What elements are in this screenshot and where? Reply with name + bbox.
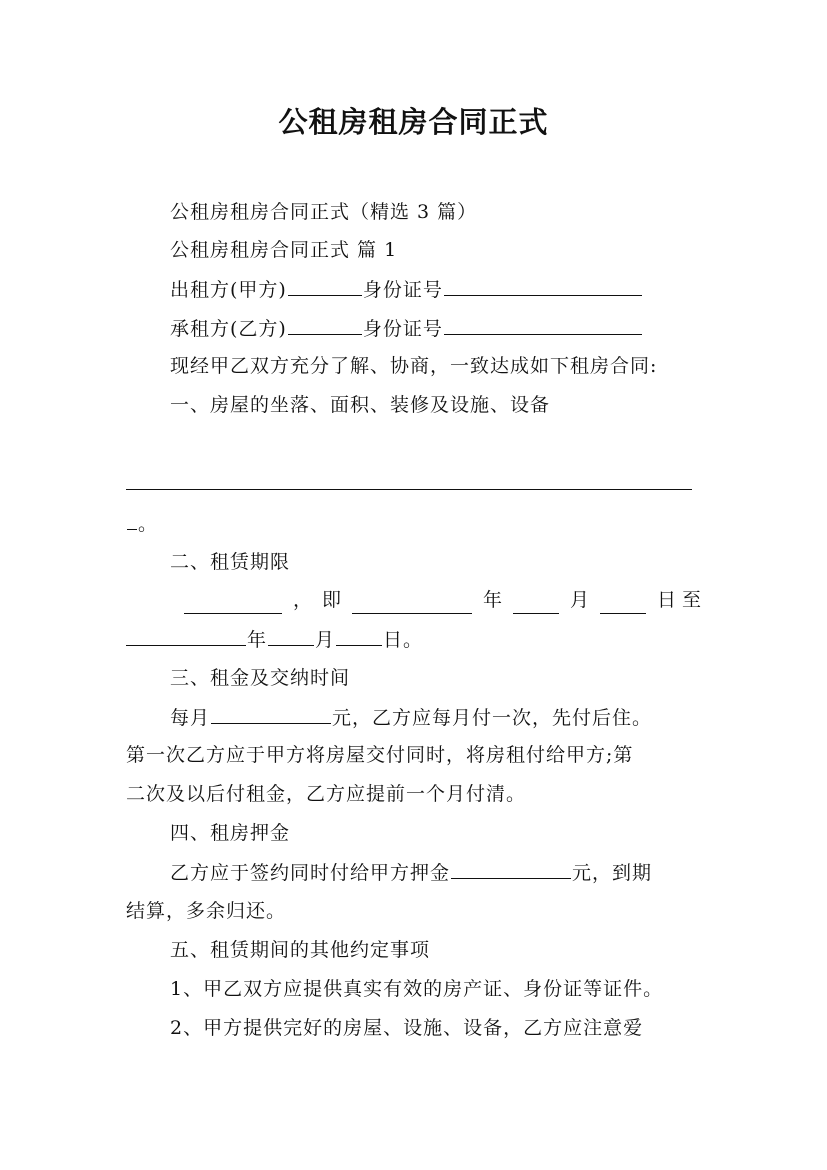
lessor-label: 出租方(甲方) [170, 279, 287, 301]
term-start-day-blank [600, 593, 646, 614]
term-year-label: 年 [482, 589, 502, 611]
clause5-item2: 2、甲方提供完好的房屋、设施、设备，乙方应注意爱 [170, 1017, 644, 1039]
lessee-id-label: 身份证号 [362, 318, 443, 340]
clause1-heading: 一、房屋的坐落、面积、装修及设施、设备 [170, 394, 551, 416]
term-end-year-label: 年 [247, 629, 268, 651]
deposit-amount-blank [451, 858, 571, 879]
lessor-id-blank [444, 275, 642, 296]
clause4-line1 [170, 858, 652, 887]
clause2-term-line1 [126, 586, 701, 614]
clause4-heading: 四、租房押金 [170, 822, 291, 844]
lessee-id-blank [444, 314, 642, 335]
section-heading: 公租房租房合同正式 篇 1 [170, 239, 398, 261]
rent-prefix: 每月 [170, 707, 211, 729]
monthly-rent-blank [211, 703, 331, 724]
subtitle: 公租房租房合同正式（精选 3 篇） [170, 201, 478, 223]
clause1-end-blank [127, 509, 137, 530]
clause2-heading: 二、租赁期限 [170, 551, 291, 573]
clause3-heading: 三、租金及交纳时间 [170, 667, 351, 689]
clause1-end-line [126, 509, 158, 538]
intro-text: 现经甲乙双方充分了解、协商，一致达成如下租房合同: [170, 355, 658, 377]
term-end-day-blank [336, 625, 382, 646]
lessor-line [170, 275, 643, 304]
clause2-term-line2 [126, 625, 423, 654]
term-end-year-blank [126, 625, 246, 646]
lessee-name-blank [288, 314, 362, 335]
clause1-address-blank [126, 489, 692, 490]
clause3-line1 [170, 703, 652, 732]
deposit-suffix: 元，到期 [572, 862, 653, 884]
term-start-year-blank [352, 593, 472, 614]
clause4-line2: 结算，多余归还。 [126, 900, 287, 922]
term-start-month-blank [513, 593, 559, 614]
clause1-end-mark: 。 [138, 513, 159, 535]
term-end-day-label: 日。 [383, 629, 424, 651]
document-title: 公租房租房合同正式 [278, 105, 549, 139]
clause5-heading: 五、租赁期间的其他约定事项 [170, 939, 431, 961]
lessee-label: 承租方(乙方) [170, 318, 287, 340]
rent-suffix: 元，乙方应每月付一次，先付后住。 [332, 707, 653, 729]
term-end-month-label: 月 [315, 629, 336, 651]
term-ji: 即 [321, 589, 341, 611]
deposit-prefix: 乙方应于签约同时付给甲方押金 [170, 862, 451, 884]
clause3-line3: 二次及以后付租金，乙方应提前一个月付清。 [126, 783, 527, 805]
term-day-to-label: 日 至 [656, 589, 701, 611]
term-month-label: 月 [569, 589, 589, 611]
lessor-id-label: 身份证号 [362, 279, 443, 301]
term-end-month-blank [268, 625, 314, 646]
lessee-line [170, 314, 643, 343]
term-duration-blank [184, 593, 282, 614]
clause5-item1: 1、甲乙双方应提供真实有效的房产证、身份证等证件。 [170, 978, 664, 1000]
term-comma: ， [292, 589, 312, 611]
lessor-name-blank [288, 275, 362, 296]
clause3-line2: 第一次乙方应于甲方将房屋交付同时，将房租付给甲方;第 [126, 744, 634, 766]
